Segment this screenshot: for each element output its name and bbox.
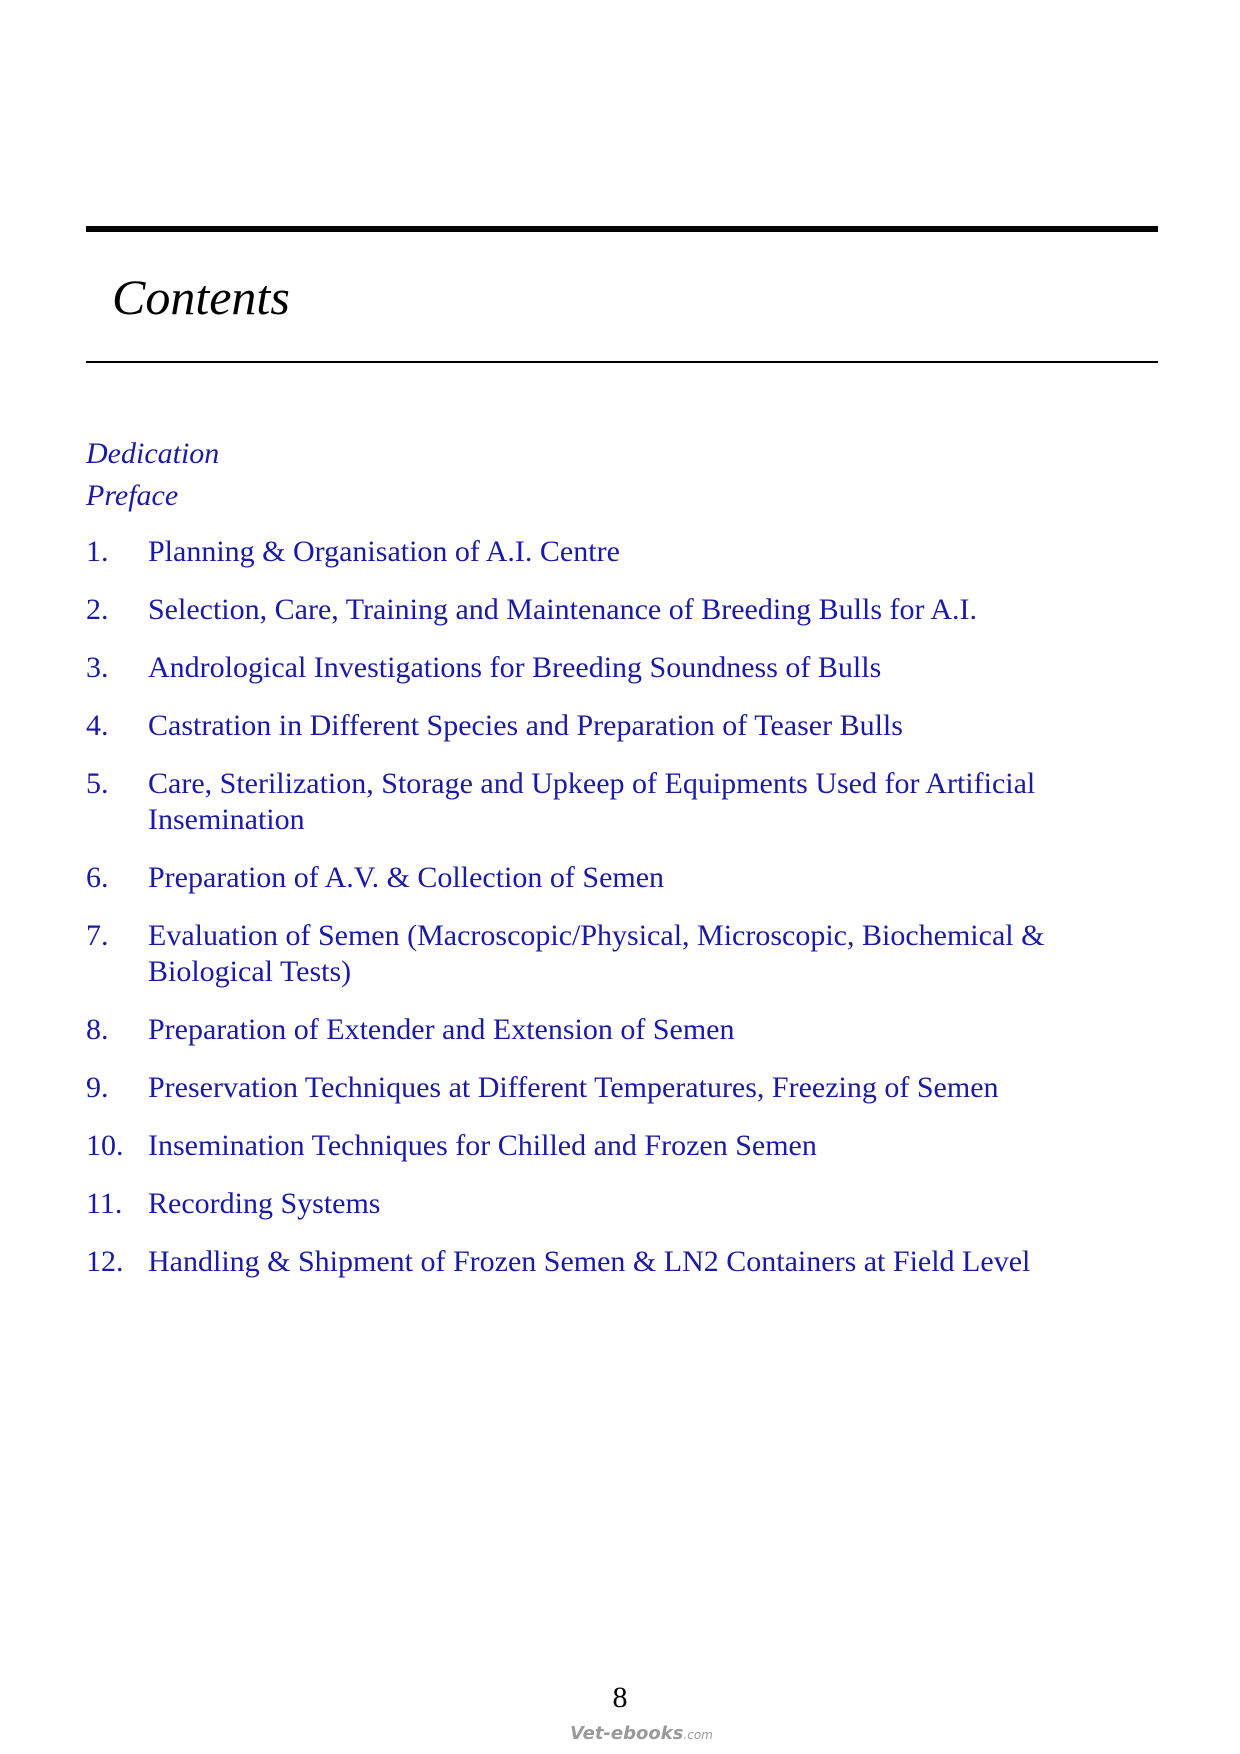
toc-entry-number: 2. (86, 593, 109, 626)
toc-entry[interactable] (86, 592, 1166, 628)
toc-entry-number: 11. (86, 1187, 123, 1220)
toc-entry-number: 10. (86, 1129, 124, 1162)
toc-entry-number: 6. (86, 861, 109, 894)
toc-entry[interactable] (86, 534, 1166, 570)
toc-entry[interactable] (86, 650, 1166, 686)
toc-entry-title: Evaluation of Semen (Macroscopic/Physical, Microscopic, Biochemical & Biological Tests) (148, 919, 1045, 988)
toc-entry-title: Care, Sterilization, Storage and Upkeep of Equipments Used for Artificial Insemination (148, 767, 1036, 836)
toc-entry[interactable] (86, 1244, 1166, 1280)
toc-link-dedication[interactable]: Dedication (86, 437, 220, 470)
toc-entry-title: Preparation of A.V. & Collection of Semen (148, 861, 665, 894)
toc-entry[interactable] (86, 1070, 1166, 1106)
toc-entry[interactable] (86, 708, 1166, 744)
toc-entry[interactable] (86, 1012, 1166, 1048)
toc-entry-title: Handling & Shipment of Frozen Semen & LN2 Containers at Field Level (148, 1245, 1031, 1278)
watermark (570, 1722, 713, 1746)
page-title: Contents (112, 269, 290, 325)
watermark-name: Vet-ebooks (570, 1723, 684, 1744)
toc-entry[interactable] (86, 860, 1166, 896)
watermark-domain: .com (683, 1728, 713, 1742)
toc-entry-number: 7. (86, 919, 109, 952)
toc-entry-title: Preparation of Extender and Extension of Semen (148, 1013, 735, 1046)
toc-link-preface[interactable]: Preface (86, 479, 179, 512)
toc-entry[interactable] (86, 918, 1166, 990)
toc-entry-title: Selection, Care, Training and Maintenance of Breeding Bulls for A.I. (148, 593, 977, 626)
toc-entry-title: Recording Systems (148, 1187, 381, 1220)
toc-entry[interactable] (86, 1128, 1166, 1164)
toc-entry-title: Preservation Techniques at Different Temperatures, Freezing of Semen (148, 1071, 999, 1104)
toc-entry-number: 12. (86, 1245, 124, 1278)
toc-entry[interactable] (86, 766, 1166, 838)
page-number: 8 (612, 1681, 628, 1714)
toc-entry-title: Planning & Organisation of A.I. Centre (148, 535, 620, 568)
toc-entry-number: 5. (86, 767, 109, 800)
toc-entry[interactable] (86, 1186, 1166, 1222)
toc-entry-number: 3. (86, 651, 109, 684)
toc-entry-title: Andrological Investigations for Breeding Soundness of Bulls (148, 651, 882, 684)
toc-entry-number: 9. (86, 1071, 109, 1104)
toc-entry-title: Castration in Different Species and Preparation of Teaser Bulls (148, 709, 903, 742)
toc-entry-title: Insemination Techniques for Chilled and Frozen Semen (148, 1129, 817, 1162)
toc-list (86, 534, 1166, 1302)
top-rule (86, 226, 1158, 232)
toc-entry-number: 4. (86, 709, 109, 742)
toc-entry-number: 1. (86, 535, 109, 568)
title-divider (86, 361, 1158, 363)
toc-entry-number: 8. (86, 1013, 109, 1046)
